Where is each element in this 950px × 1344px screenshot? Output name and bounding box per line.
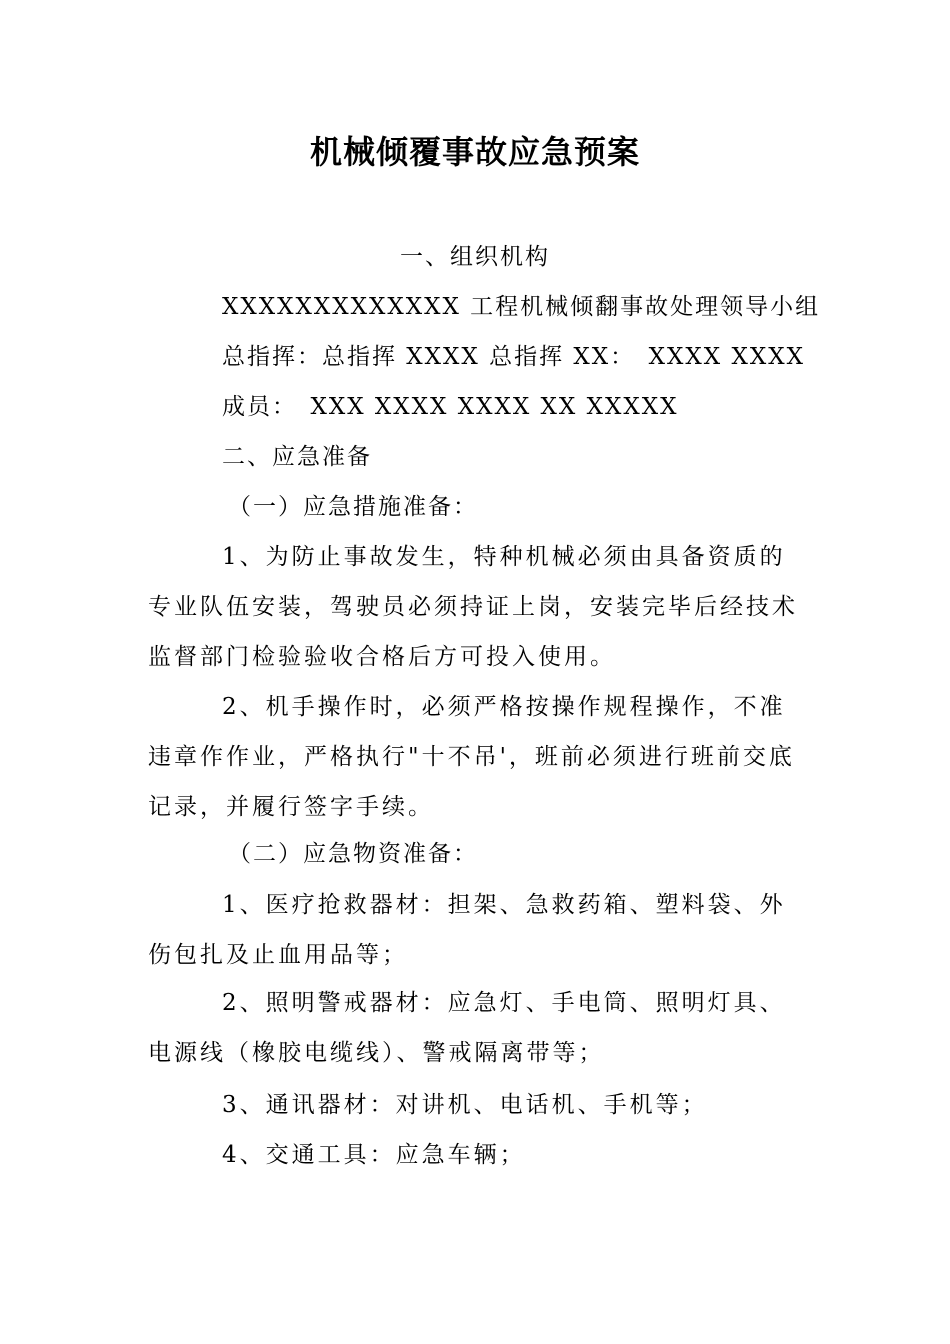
measures-item-1: 1、为防止事故发生，特种机械必须由具备资质的专业队伍安装，驾驶员必须持证上岗，安装完毕后经技术监督部门检验验收合格后方可投入使用。	[148, 544, 798, 670]
members-line: 成员： XXX XXXX XXXX XX XXXXX	[222, 394, 679, 420]
commander-line: 总指挥：总指挥 XXXX 总指挥 XX： XXXX XXXX	[222, 344, 805, 370]
supplies-item-3: 3、通讯器材：对讲机、电话机、手机等；	[222, 1092, 708, 1118]
measures-item-2: 2、机手操作时，必须严格按操作规程操作，不准违章作作业，严格执行"十不吊'，班前必须进行班前交底记录，并履行签字手续。	[148, 694, 795, 820]
supplies-item-2: 2、照明警戒器材：应急灯、手电筒、照明灯具、电源线（橡胶电缆线）、警戒隔离带等；	[148, 990, 786, 1066]
leadership-group-name: XXXXXXXXXXXXX 工程机械倾翻事故处理领导小组	[222, 294, 821, 320]
subsection-heading-supplies: （二）应急物资准备：	[228, 841, 478, 867]
section-heading-preparation: 二、应急准备	[222, 444, 372, 470]
subsection-heading-measures: （一）应急措施准备：	[228, 494, 478, 520]
document-title: 机械倾覆事故应急预案	[309, 133, 640, 171]
supplies-item-4: 4、交通工具：应急车辆；	[222, 1142, 526, 1168]
section-heading-organization: 一、组织机构	[400, 244, 550, 270]
supplies-item-1: 1、医疗抢救器材：担架、急救药箱、塑料袋、外伤包扎及止血用品等；	[148, 892, 786, 968]
